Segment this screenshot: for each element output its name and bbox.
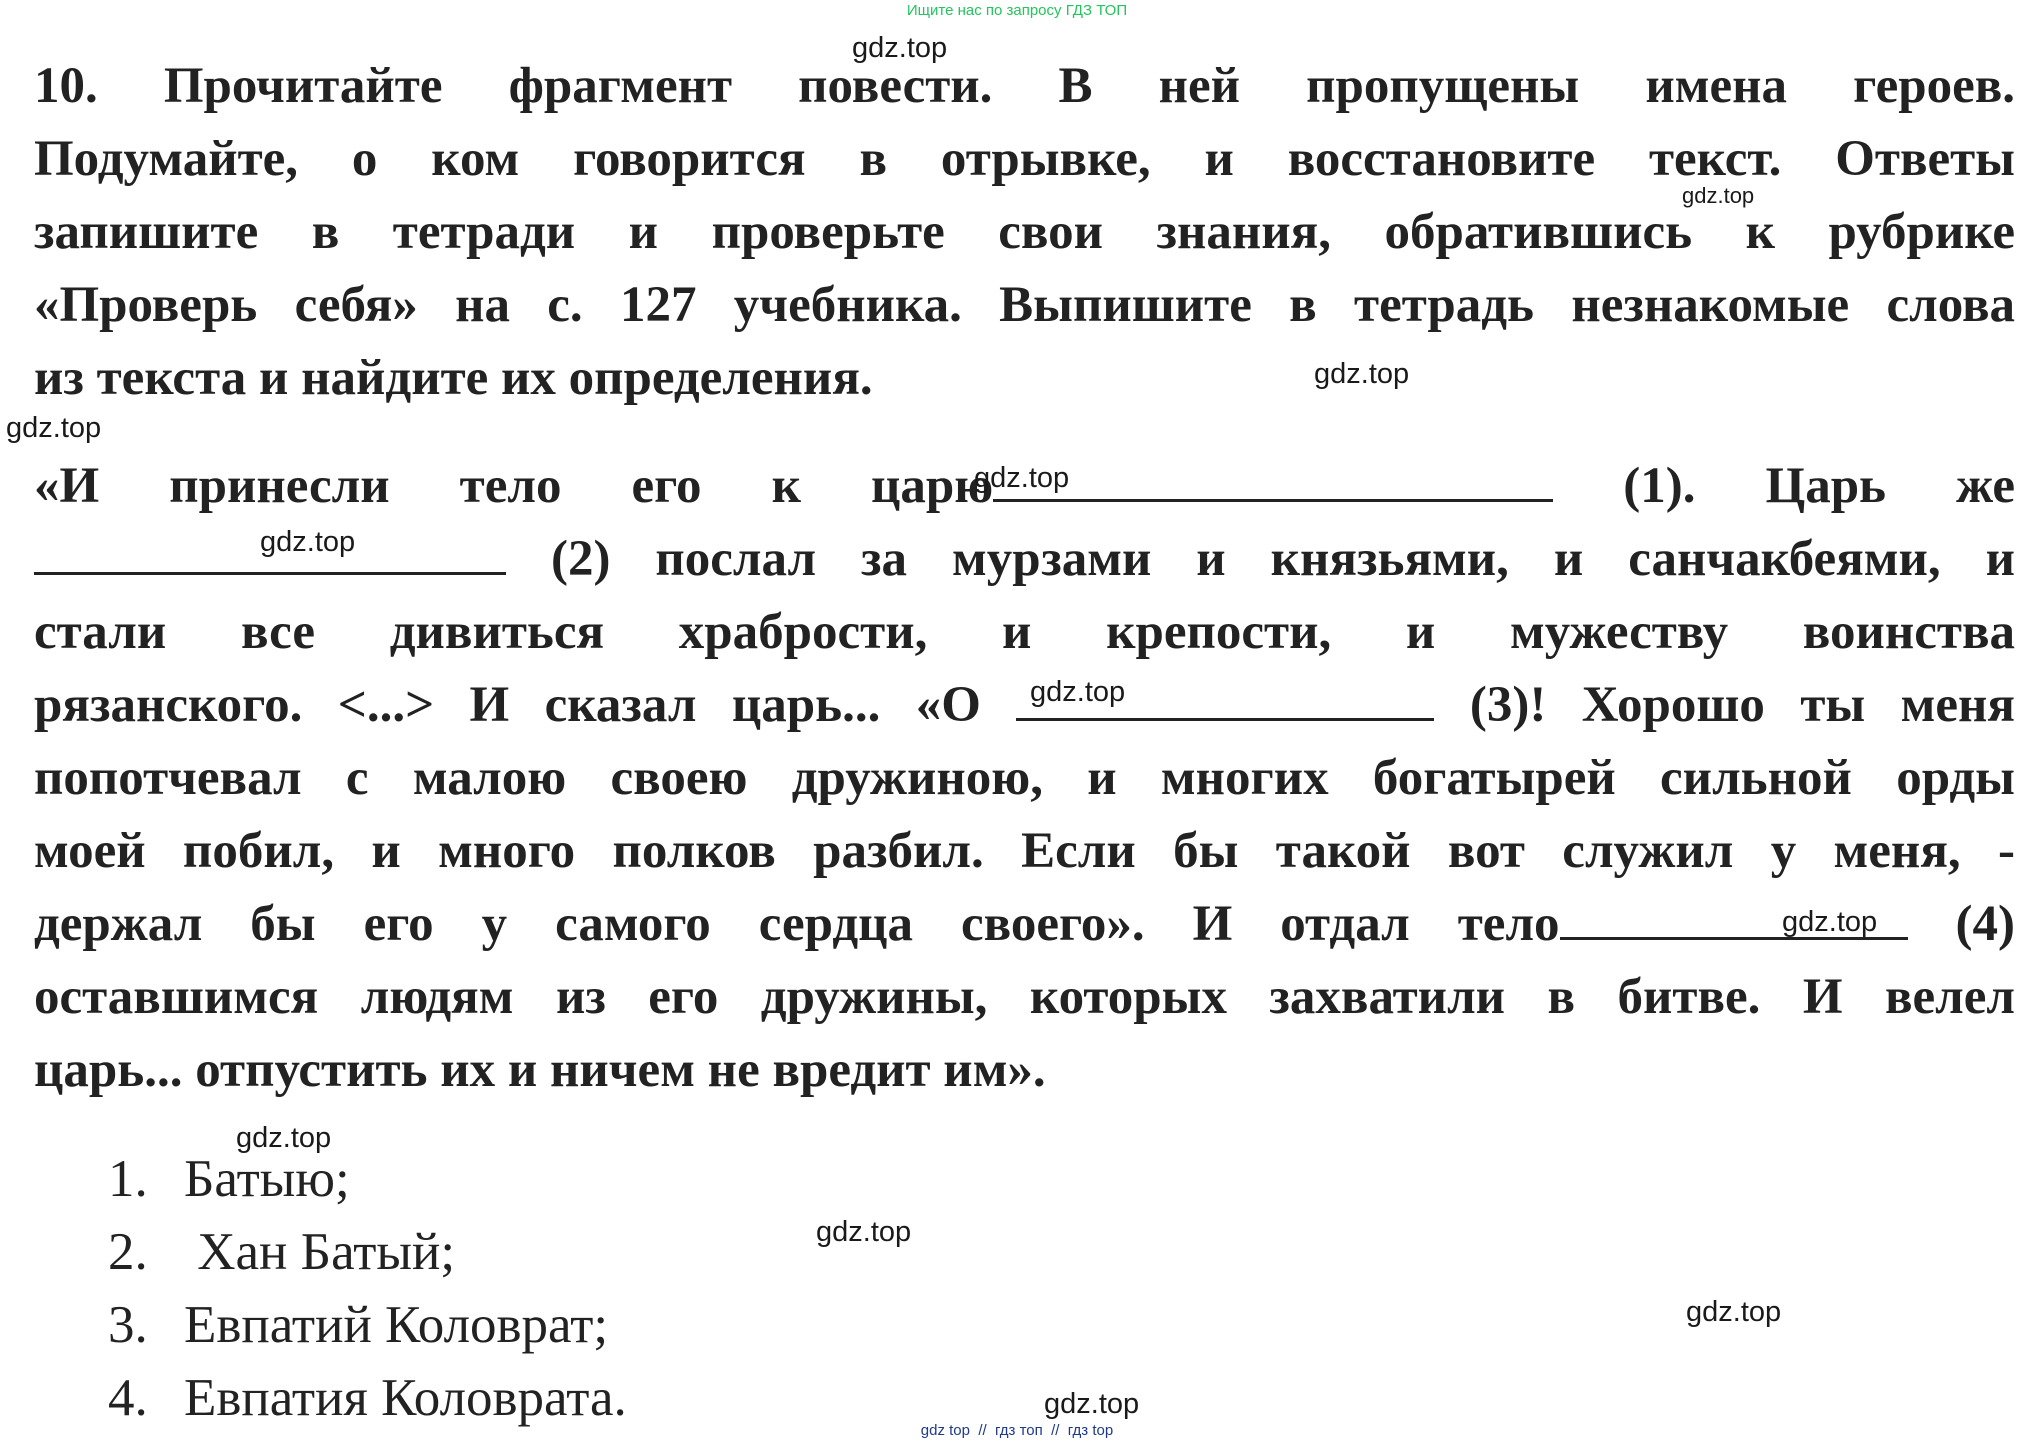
watermark: gdz.top [6, 412, 102, 444]
excerpt-fragment: (1). Царь же [1623, 458, 2016, 514]
watermark: gdz.top [1686, 1296, 1782, 1328]
watermark: gdz.top [974, 462, 1070, 494]
task-line: из текста и найдите их определения. [34, 350, 873, 406]
excerpt-fragment: (4) [1955, 896, 2016, 952]
answer-number: 3. [108, 1296, 148, 1354]
answer-text: Евпатий Коловрат; [184, 1296, 609, 1354]
answer-item [108, 1216, 627, 1289]
excerpt-line [34, 669, 2015, 742]
watermark: gdz.top [1682, 183, 1755, 208]
watermark: gdz.top [852, 32, 948, 64]
footer-links: gdz top // гдз топ // гдз top [920, 1422, 1114, 1439]
task-line: Подумайте, о ком говорится в отрывке, и восстановите текст. Ответы [34, 131, 2015, 187]
excerpt-fragment: (3)! Хорошо ты меня [1469, 677, 2016, 733]
excerpt-line: попотчевал с малою своею дружиною, и многих богатырей сильной орды [34, 750, 2015, 806]
watermark: gdz.top [1782, 906, 1878, 938]
answer-number: 1. [108, 1150, 148, 1208]
answer-item [108, 1289, 627, 1362]
answer-item [108, 1143, 627, 1216]
answer-text: Батыю; [184, 1150, 350, 1208]
watermark: gdz.top [816, 1216, 912, 1248]
task-text [34, 50, 2015, 415]
answer-list [108, 1143, 627, 1435]
top-banner: Ищите нас по запросу ГДЗ ТОП [906, 2, 1128, 19]
excerpt-line: оставшимся людям из его дружины, которых захватили в битве. И велел [34, 969, 2015, 1025]
task-line: «Проверь себя» на с. 127 учебника. Выпишите в тетрадь незнакомые слова [34, 277, 2015, 333]
watermark: gdz.top [1044, 1388, 1140, 1420]
excerpt-line: царь... отпустить их и ничем не вредит им». [34, 1042, 1046, 1098]
watermark: gdz.top [1314, 358, 1410, 390]
answer-number: 4. [108, 1369, 148, 1427]
watermark: gdz.top [260, 526, 356, 558]
excerpt-line: стали все дивиться храбрости, и крепости, и мужеству воинства [34, 604, 2015, 660]
watermark: gdz.top [236, 1122, 332, 1154]
answer-text: Хан Батый; [184, 1223, 456, 1281]
task-line: 10. Прочитайте фрагмент повести. В ней пропущены имена героев. [34, 58, 2015, 114]
answer-text: Евпатия Коловрата. [184, 1369, 627, 1427]
excerpt-fragment: держал бы его у самого сердца своего». И отдал тело [34, 896, 1560, 952]
excerpt-line [34, 888, 2015, 961]
excerpt-fragment: (2) послал за мурзами и князьями, и санчакбеями, и [550, 531, 2016, 587]
excerpt-fragment: «И принесли тело его к царю [34, 458, 994, 514]
answer-number: 2. [108, 1223, 148, 1281]
blank-1 [993, 455, 1553, 502]
excerpt-line: моей побил, и много полков разбил. Если бы такой вот служил у меня, - [34, 823, 2015, 879]
watermark: gdz.top [1030, 676, 1126, 708]
task-line: запишите в тетради и проверьте свои знания, обратившись к рубрике [34, 204, 2015, 260]
excerpt-fragment: рязанского. <...> И сказал царь... «О [34, 677, 981, 733]
